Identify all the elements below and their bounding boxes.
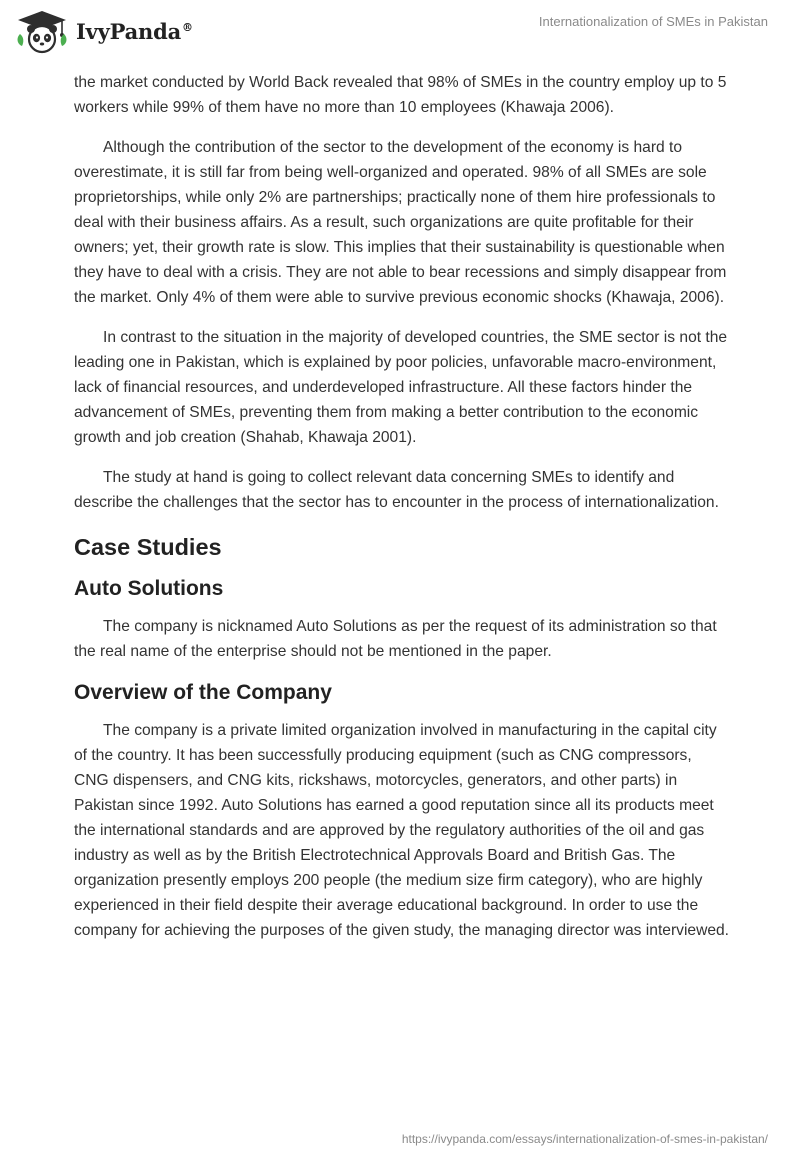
logo[interactable] [14, 8, 193, 54]
paragraph-company-overview: The company is a private limited organization involved in manufacturing in the capital city of the country. It has been successfully producing equipment (such as CNG compressors, CNG dispensers, and CNG kits, rickshaws, motorcycles, generators, and other parts) in Pakistan since 1992. Auto Solutions has earned a good reputation since all its products meet the international standards and are approved by the regulatory authorities of the oil and gas industry as well as by the British Electrotechnical Approvals Board and British Gas. The organization presently employs 200 people (the medium size firm category), who are highly experienced in their field despite their average educational background. In order to use the company for achieving the purposes of the given study, the managing director was interviewed. [74, 722, 730, 939]
document-title: Internationalization of SMEs in Pakistan [538, 14, 768, 29]
heading-case-studies: Case Studies [74, 534, 222, 560]
heading-auto-solutions: Auto Solutions [74, 577, 224, 600]
essay-content [74, 70, 730, 958]
paragraph-sector-contribution: Although the contribution of the sector to the development of the economy is hard to overestimate, it is still far from being well-organized and operated. 98% of all SMEs are sole proprietorships, while only 2% are partnerships; practically none of them hire professionals to deal with their business affairs. As a result, such organizations are quite profitable for their owners; yet, their growth rate is slow. This implies that their sustainability is questionable when they have to deal with a crisis. They are not able to bear recessions and simply disappear from the market. Only 4% of them were able to survive previous economic shocks (Khawaja, 2006). [74, 139, 727, 306]
paragraph-study-purpose: The study at hand is going to collect relevant data concerning SMEs to identify and describe the challenges that the sector has to encounter in the process of internationalization. [74, 469, 719, 511]
page-header [0, 0, 800, 70]
source-url[interactable]: https://ivypanda.com/essays/internationalization-of-smes-in-pakistan/ [401, 1132, 768, 1146]
logo-text: IvyPanda® [76, 18, 193, 44]
heading-company-overview: Overview of the Company [74, 681, 332, 704]
paragraph-intro-continued: the market conducted by World Back revealed that 98% of SMEs in the country employ up to 5 workers while 99% of them have no more than 10 employees (Khawaja 2006). [74, 74, 727, 116]
logo-registered-mark: ® [182, 20, 193, 34]
paragraph-sector-contrast: In contrast to the situation in the majority of developed countries, the SME sector is not the leading one in Pakistan, which is explained by poor policies, unfavorable macro-environment, lack of financial resources, and underdeveloped infrastructure. All these factors hinder the advancement of SMEs, preventing them from making a better contribution to the economic growth and job creation (Shahab, Khawaja 2001). [74, 329, 728, 446]
panda-graduate-logo-icon [14, 8, 70, 54]
paragraph-company-nickname: The company is nicknamed Auto Solutions as per the request of its administration so that the real name of the enterprise should not be mentioned in the paper. [74, 618, 717, 660]
